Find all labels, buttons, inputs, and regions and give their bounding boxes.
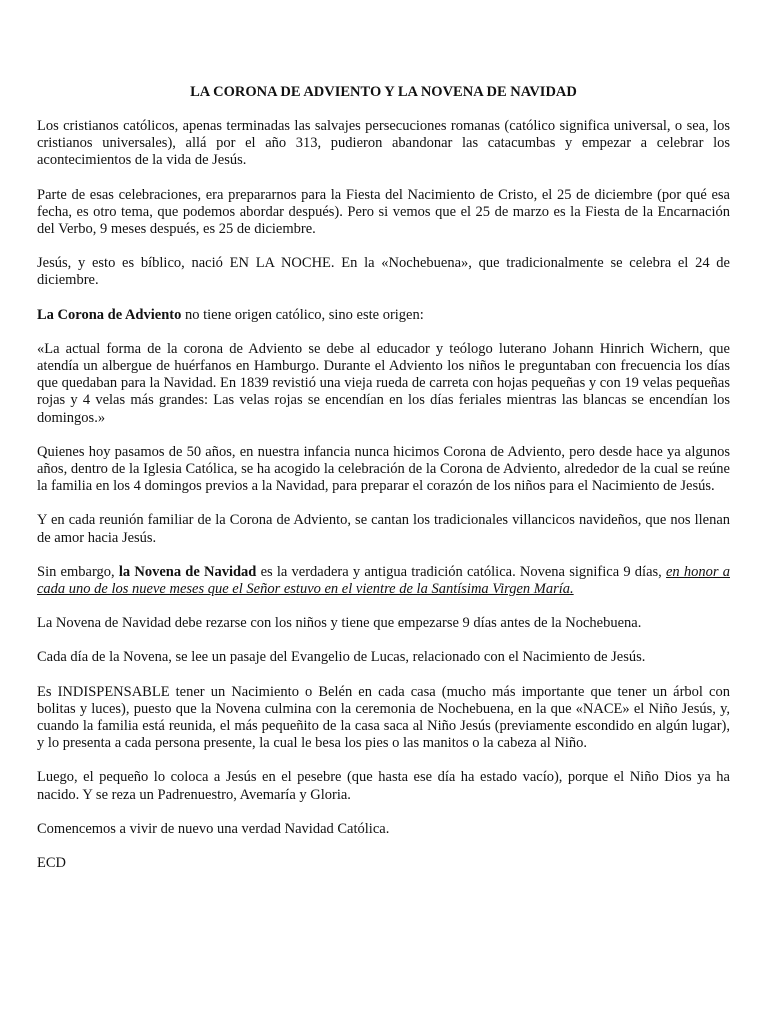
signature: ECD [37, 855, 66, 872]
paragraph-12: Luego, el pequeño lo coloca a Jesús en el pesebre (que hasta ese día ha estado vacío), porque el Niño Dios ya ha nacido. Y se reza un Padrenuestro, Avemaría y Gloria. [37, 769, 730, 803]
paragraph-4-text: no tiene origen católico, sino este origen: [181, 306, 424, 323]
paragraph-9: La Novena de Navidad debe rezarse con los niños y tiene que empezarse 9 días antes de la Nochebuena. [37, 615, 642, 632]
paragraph-2: Parte de esas celebraciones, era prepararnos para la Fiesta del Nacimiento de Cristo, el 25 de diciembre (por qué esa fecha, es otro tema, que podemos abordar después). Pero si vemos que el 25 de marzo es la Fiesta de la Encarnación del Verbo, 9 meses después, es 25 de diciembre. [37, 186, 730, 238]
paragraph-4 [37, 307, 730, 324]
document-title: LA CORONA DE ADVIENTO Y LA NOVENA DE NAVIDAD [190, 84, 577, 100]
paragraph-8 [37, 564, 730, 598]
paragraph-6: Quienes hoy pasamos de 50 años, en nuestra infancia nunca hicimos Corona de Adviento, pero desde hace ya algunos años, dentro de la Iglesia Católica, se ha acogido la celebración de la Corona de Adviento, alrededor de la cual se reúne la familia en los 4 domingos previos a la Navidad, para preparar el corazón de los niños para el Nacimiento de Jesús. [37, 443, 730, 495]
paragraph-10: Cada día de la Novena, se lee un pasaje del Evangelio de Lucas, relacionado con el Nacimiento de Jesús. [37, 649, 646, 666]
paragraph-7: Y en cada reunión familiar de la Corona de Adviento, se cantan los tradicionales villancicos navideños, que nos llenan de amor hacia Jesús. [37, 512, 730, 546]
corona-heading: La Corona de Adviento [37, 306, 182, 323]
paragraph-1: Los cristianos católicos, apenas terminadas las salvajes persecuciones romanas (católico significa universal, o sea, los cristianos universales), allá por el año 313, pudieron abandonar las catacumbas y empezar a celebrar los acontecimientos de la vida de Jesús. [37, 118, 730, 169]
paragraph-8-emphasis: en honor a cada uno de los nueve meses que el Señor estuvo en el vientre de la Santísima Virgen María. [37, 563, 730, 598]
paragraph-8-start: Sin embargo, [37, 563, 119, 580]
paragraph-3: Jesús, y esto es bíblico, nació EN LA NOCHE. En la «Nochebuena», que tradicionalmente se celebra el 24 de diciembre. [37, 255, 730, 289]
paragraph-11: Es INDISPENSABLE tener un Nacimiento o Belén en cada casa (mucho más importante que tener un árbol con bolitas y luces), puesto que la Novena culmina con la ceremonia de Nochebuena, en la que «NACE» el Niño Jesús, y, cuando la familia está reunida, el más pequeñito de la casa saca al Niño Jesús (previamente escondido en algún lugar), y lo presenta a cada persona presente, la cual le besa los pies o las manitos o la cabeza al Niño. [37, 683, 730, 752]
paragraph-13: Comencemos a vivir de nuevo una verdad Navidad Católica. [37, 820, 390, 837]
paragraph-8-middle: es la verdadera y antigua tradición católica. Novena significa 9 días, [256, 563, 666, 580]
paragraph-5-quote: «La actual forma de la corona de Adviento se debe al educador y teólogo luterano Johann Hinrich Wichern, que atendía un albergue de huérfanos en Hamburgo. Durante el Adviento los niños le preguntaban con frecuencia los días que quedaban para la Navidad. En 1839 revistió una vieja rueda de carreta con hojas pequeñas y con 19 velas pequeñas rojas y 4 velas más grandes: Las velas rojas se encendían en los días feriales mientras las blancas se encendían los domingos.» [37, 340, 730, 426]
novena-heading: la Novena de Navidad [118, 563, 257, 580]
